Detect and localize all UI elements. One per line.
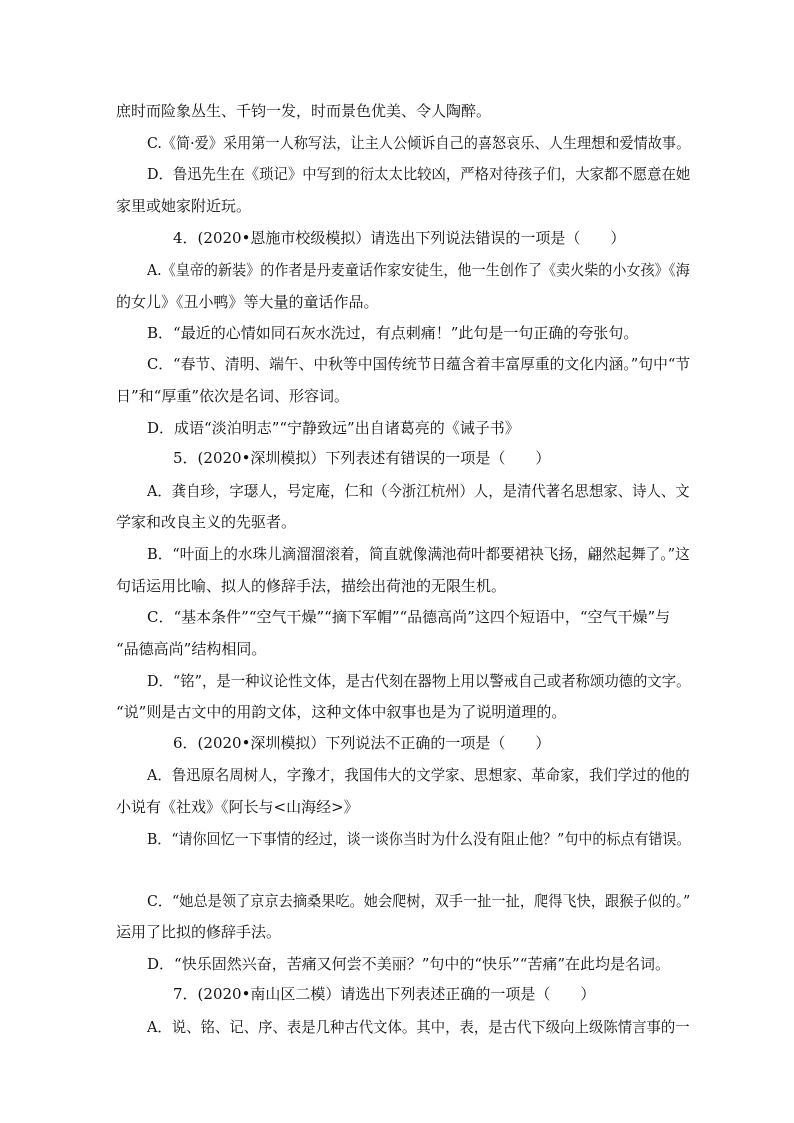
option-b: B．“请你回忆一下事情的经过，谈一谈你当时为什么没有阻止他？”句中的标点有错误。 <box>147 830 691 848</box>
option-b: B．“叶面上的水珠儿滴溜溜滚着，简直就像满池荷叶都要裙袂飞扬，翩然起舞了。”这 <box>147 545 690 563</box>
text-line: “说”则是古文中的用韵文体，这种文体中叙事也是为了说明道理的。 <box>116 703 567 721</box>
option-c: C．“春节、清明、端午、中秋等中国传统节日蕴含着丰富厚重的文化内涵。”句中“节 <box>147 355 691 373</box>
option-a: A．说、铭、记、序、表是几种古代文体。其中，表，是古代下级向上级陈情言事的一 <box>147 1018 690 1036</box>
text-line: 家里或她家附近玩。 <box>116 197 252 215</box>
option-a: A.《皇帝的新装》的作者是丹麦童话作家安徒生，他一生创作了《卖火柴的小女孩》《海 <box>147 261 690 279</box>
option-c: C．“基本条件”“空气干燥”“摘下军帽”“品德高尚”这四个短语中，“空气干燥”与 <box>147 608 671 626</box>
option-d: D．成语“淡泊明志”“宁静致远”出自诸葛亮的《诫子书》 <box>147 419 520 437</box>
option-c: C.《简·爱》采用第一人称写法，让主人公倾诉自己的喜怒哀乐、人生理想和爱情故事。 <box>147 134 691 152</box>
option-b: B．“最近的心情如同石灰水洗过，有点刺痛！”此句是一句正确的夸张句。 <box>147 324 639 342</box>
text-line: 句话运用比喻、拟人的修辞手法，描绘出荷池的无限生机。 <box>116 577 507 595</box>
option-a: A．鲁迅原名周树人，字豫才，我国伟大的文学家、思想家、革命家，我们学过的他的 <box>147 766 690 784</box>
question-6-heading: 6．(2020•深圳模拟）下列说法不正确的一项是（ ） <box>173 734 551 752</box>
text-line: 小说有《社戏》《阿长与<山海经>》 <box>116 798 359 816</box>
option-c: C．“她总是领了京京去摘桑果吃。她会爬树，双手一扯一扯，爬得飞快，跟猴子似的。” <box>147 892 691 910</box>
text-line: 的女儿》《丑小鸭》等大量的童话作品。 <box>116 293 379 311</box>
question-7-heading: 7．(2020•南山区二模）请选出下列表述正确的一项是（ ） <box>173 985 596 1003</box>
question-4-heading: 4．(2020•恩施市校级模拟）请选出下列说法错误的一项是（ ） <box>173 229 626 247</box>
text-line: 日”和“厚重”依次是名词、形容词。 <box>116 387 350 405</box>
text-line: 庶时而险象丛生、千钧一发，时而景色优美、令人陶醉。 <box>116 102 492 120</box>
option-a: A．龚自珍，字璱人，号定庵，仁和（今浙江杭州）人，是清代著名思想家、诗人、文 <box>147 482 690 500</box>
question-5-heading: 5．(2020•深圳模拟）下列表述有错误的一项是（ ） <box>173 449 551 467</box>
option-d: D．鲁迅先生在《琐记》中写到的衍太太比较凶，严格对待孩子们，大家都不愿意在她 <box>147 165 691 183</box>
option-d: D．“铭”，是一种议论性文体，是古代刻在器物上用以警戒自己或者称颂功德的文字。 <box>147 672 691 690</box>
text-line: 学家和改良主义的先驱者。 <box>116 513 297 531</box>
text-line: 运用了比拟的修辞手法。 <box>116 923 282 941</box>
text-line: “品德高尚”结构相同。 <box>116 640 267 658</box>
option-d: D．“快乐固然兴奋，苦痛又何尝不美丽？”句中的“快乐”“苦痛”在此均是名词。 <box>147 955 671 973</box>
